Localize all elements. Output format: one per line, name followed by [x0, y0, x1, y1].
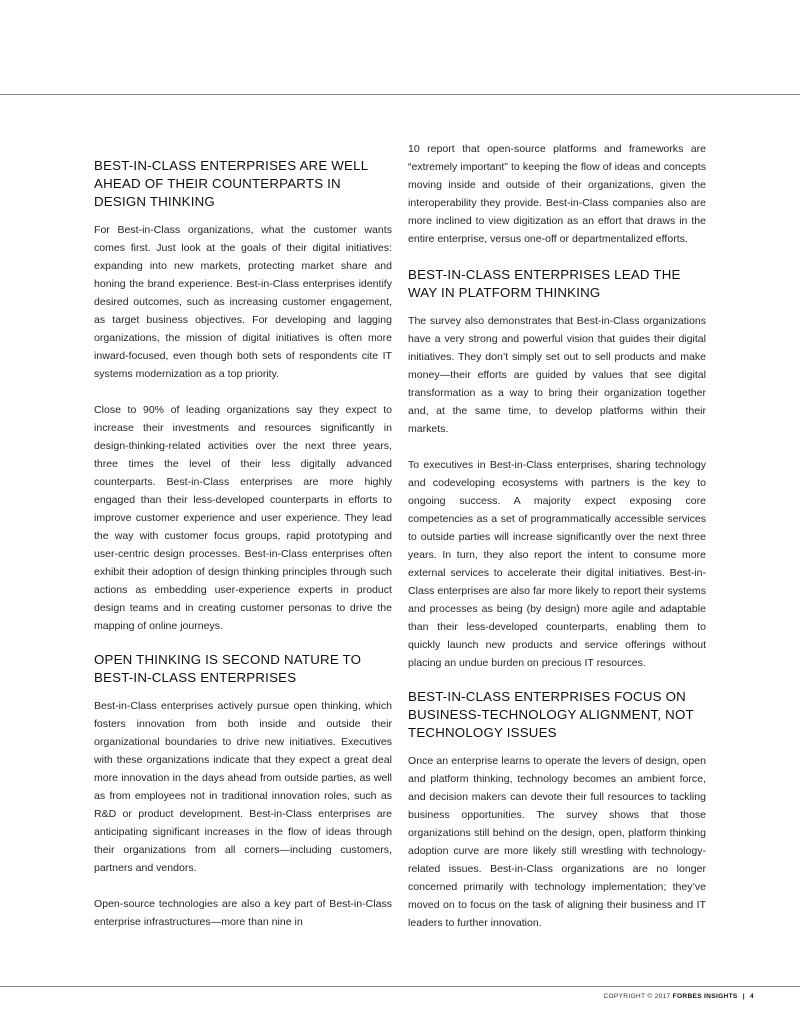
- section-business-technology-alignment: [408, 688, 706, 932]
- section-platform-thinking: [408, 266, 706, 672]
- paragraph: To executives in Best-in-Class enterprises, sharing technology and codeveloping ecosystems with partners is the key to ongoing success. A majority expect exposing core competencies as a set of programmatically accessible services to outside parties will increase significantly over the next three years. In turn, they also report the intent to consume more external services to accelerate their digital initiatives. Best-in-Class enterprises are also far more likely to report their systems and processes as being (by design) more agile and adaptable than their less-developed counterparts, enabling them to quickly launch new products and service offerings without placing an undue burden on precious IT resources.: [408, 459, 706, 669]
- paragraph: Close to 90% of leading organizations say they expect to increase their investments and resources significantly in design-thinking-related activities over the next three years, three times the level of their less digitally advanced counterparts. Best-in-Class enterprises are more highly engaged than their less-developed counterparts in efforts to improve customer experience and user experience. They lead the way with customer focus groups, rapid prototyping and user-centric design processes. Best-in-Class enterprises often exhibit their adoption of design thinking principles through such actions as embedding user-experience experts in product design teams and in creating customer personas to drive the mapping of online journeys.: [94, 404, 392, 632]
- section-heading: BEST-IN-CLASS ENTERPRISES FOCUS ON BUSINESS-TECHNOLOGY ALIGNMENT, NOT TECHNOLOGY ISSUES: [408, 689, 694, 740]
- right-column: [408, 140, 706, 932]
- brand-name: FORBES INSIGHTS: [672, 993, 738, 1000]
- section-heading: BEST-IN-CLASS ENTERPRISES ARE WELL AHEAD OF THEIR COUNTERPARTS IN DESIGN THINKING: [94, 158, 368, 209]
- section-design-thinking: [94, 157, 392, 635]
- footer-separator: |: [742, 993, 745, 1000]
- paragraph: Once an enterprise learns to operate the levers of design, open and platform thinking, technology becomes an ambient force, and decision makers can devote their full resources to tackling business opportunities. The survey shows that those organizations still behind on the design, open, platform thinking adoption curve are more likely still wrestling with technology-related issues. Best-in-Class organizations are no longer concerned primarily with technology implementation; they’ve moved on to focus on the task of aligning their business and IT leaders to further innovation.: [408, 755, 706, 929]
- section-heading: OPEN THINKING IS SECOND NATURE TO BEST-IN-CLASS ENTERPRISES: [94, 652, 362, 685]
- page-number: 4: [750, 993, 754, 1000]
- section-open-thinking: [94, 651, 392, 931]
- bottom-rule: [0, 986, 800, 987]
- top-rule: [0, 94, 800, 95]
- paragraph: Best-in-Class enterprises actively pursue open thinking, which fosters innovation from both inside and outside their organizational boundaries to drive new initiatives. Executives with these organizations indicate that they expect a great deal more innovation in the days ahead from outside parties, as well as from employees not in traditional innovation roles, such as R&D or product development. Best-in-Class enterprises are anticipating significant increases in the flow of ideas through their organizations from all corners—including customers, partners and vendors.: [94, 700, 392, 874]
- paragraph: Open-source technologies are also a key part of Best-in-Class enterprise infrastructures—more than nine in: [94, 898, 392, 928]
- section-heading: BEST-IN-CLASS ENTERPRISES LEAD THE WAY IN PLATFORM THINKING: [408, 267, 681, 300]
- paragraph: For Best-in-Class organizations, what the customer wants comes first. Just look at the goals of their digital initiatives: expanding into new markets, protecting market share and honing the brand experience. Best-in-Class enterprises identify desired outcomes, such as increasing customer engagement, as target business objectives. For developing and lagging organizations, the mission of digital initiatives is often more inward-focused, even though both sets of respondents cite IT systems modernization as a top priority.: [94, 224, 392, 380]
- page-footer: [603, 993, 754, 1000]
- copyright-text: COPYRIGHT © 2017: [603, 993, 671, 1000]
- left-column: [94, 140, 392, 931]
- paragraph-continuation: 10 report that open-source platforms and frameworks are “extremely important” to keeping the flow of ideas and concepts moving inside and outside of their organizations, given the interoperability they provide. Best-in-Class companies also are more inclined to view digitization as an effort that draws in the entire enterprise, versus one-off or departmentalized efforts.: [408, 143, 706, 245]
- paragraph: The survey also demonstrates that Best-in-Class organizations have a very strong and powerful vision that guides their digital initiatives. They don’t simply set out to sell products and make money—their efforts are guided by values that see digital transformation as a way to bring their organization together and, at the same time, to develop platforms within their markets.: [408, 315, 706, 435]
